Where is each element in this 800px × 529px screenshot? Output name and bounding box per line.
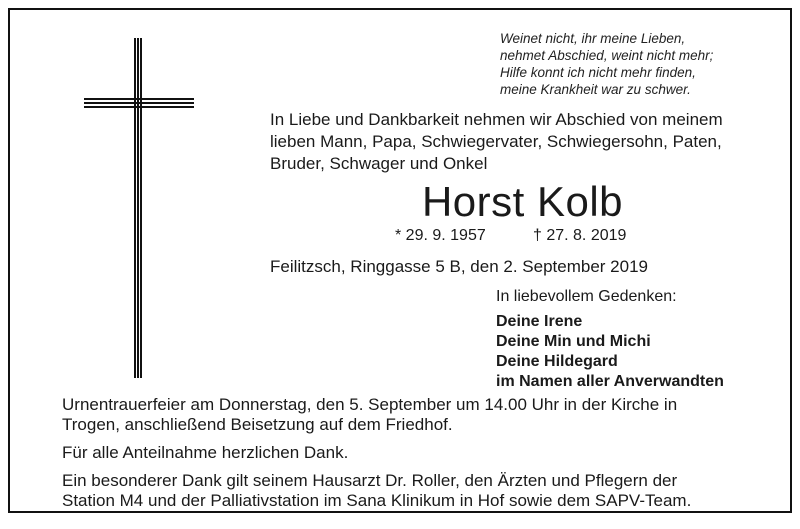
poem-line: meine Krankheit war zu schwer. bbox=[500, 82, 691, 97]
thanks: Für alle Anteilnahme herzlichen Dank. bbox=[62, 443, 349, 462]
intro-line: lieben Mann, Papa, Schwiegervater, Schwiegersohn, Paten, bbox=[270, 132, 722, 151]
mourner-name: Deine Min und Michi bbox=[496, 333, 651, 350]
poem-line: Weinet nicht, ihr meine Lieben, bbox=[500, 31, 686, 46]
mourner-name: Deine Irene bbox=[496, 313, 583, 330]
poem bbox=[500, 30, 780, 98]
place-and-date: Feilitzsch, Ringgasse 5 B, den 2. September 2019 bbox=[270, 257, 648, 276]
special-thanks-line: Station M4 und der Palliativstation im Sana Klinikum in Hof sowie dem SAPV-Team. bbox=[62, 491, 692, 510]
funeral-info bbox=[62, 395, 774, 435]
intro-line: Bruder, Schwager und Onkel bbox=[270, 154, 488, 173]
mourner-name: im Namen aller Anverwandten bbox=[496, 373, 724, 390]
mourners-block bbox=[496, 286, 776, 392]
poem-line: nehmet Abschied, weint nicht mehr; bbox=[500, 48, 714, 63]
death-date: † 27. 8. 2019 bbox=[533, 227, 627, 244]
poem-line: Hilfe konnt ich nicht mehr finden, bbox=[500, 65, 696, 80]
intro-line: In Liebe und Dankbarkeit nehmen wir Abschied von meinem bbox=[270, 110, 723, 129]
funeral-line: Trogen, anschließend Beisetzung auf dem Friedhof. bbox=[62, 415, 453, 434]
deceased-name: Horst Kolb bbox=[421, 178, 624, 225]
closing-text bbox=[62, 395, 774, 519]
funeral-line: Urnentrauerfeier am Donnerstag, den 5. September um 14.00 Uhr in der Kirche in bbox=[62, 395, 678, 414]
mourners-lead: In liebevollem Gedenken: bbox=[496, 288, 677, 305]
mourner-name: Deine Hildegard bbox=[496, 353, 618, 370]
intro-text bbox=[270, 109, 775, 175]
obituary-notice bbox=[8, 8, 792, 513]
special-thanks bbox=[62, 471, 774, 511]
birth-date: * 29. 9. 1957 bbox=[395, 227, 486, 244]
cross-icon bbox=[84, 38, 204, 388]
special-thanks-line: Ein besonderer Dank gilt seinem Hausarzt Dr. Roller, den Ärzten und Pflegern der bbox=[62, 471, 678, 490]
